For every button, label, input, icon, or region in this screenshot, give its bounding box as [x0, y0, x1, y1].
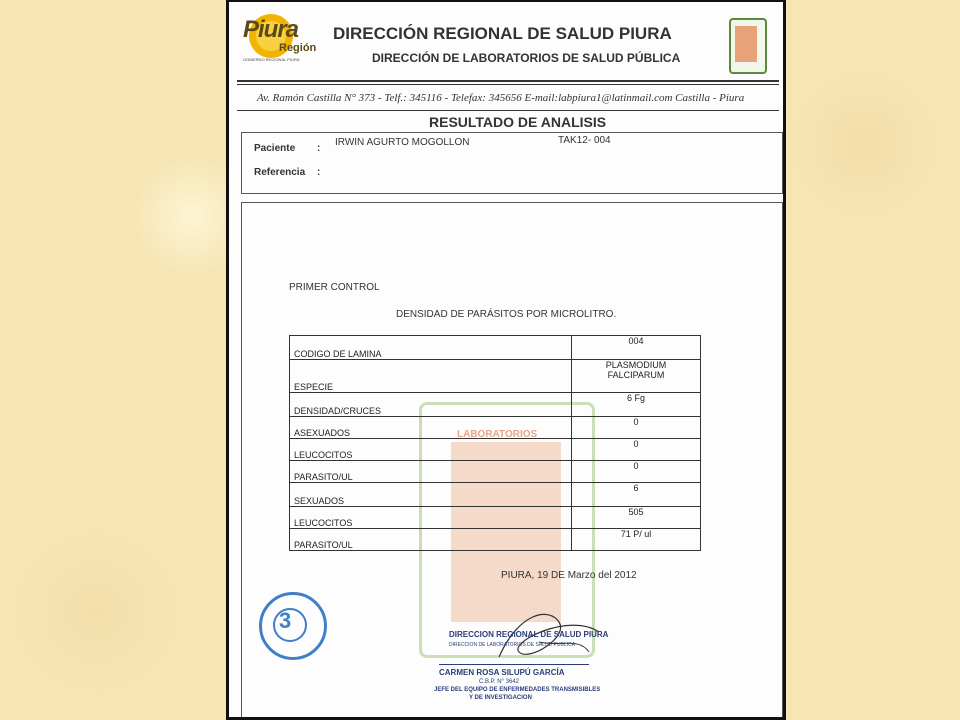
row-label: SEXUADOS: [290, 483, 572, 507]
signer-role: JEFE DEL EQUIPO DE ENFERMEDADES TRANSMISIBLES: [434, 687, 601, 693]
header-rule-top: [237, 80, 779, 82]
primer-control-label: PRIMER CONTROL: [289, 282, 380, 293]
row-value: 6: [572, 483, 701, 507]
row-value-line2: FALCIPARUM: [607, 370, 665, 380]
signer-cbp: C.B.P. N° 3642: [479, 679, 519, 685]
row-value: 0: [572, 417, 701, 439]
watermark-text: LABORATORIOS: [457, 429, 538, 440]
stamp-line2: DIRECCION DE LABORATORIOS DE SALUD PUBLICA: [449, 642, 575, 648]
logo-piura-text: Piura: [243, 16, 299, 43]
logo-region-text: Región: [279, 42, 317, 54]
address-rule: [237, 110, 779, 111]
row-value: 0: [572, 439, 701, 461]
density-title: DENSIDAD DE PARÁSITOS POR MICROLITRO.: [396, 309, 617, 320]
row-value: 6 Fg: [572, 393, 701, 417]
patient-code: TAK12- 004: [558, 135, 611, 146]
header-subtitle: DIRECCIÓN DE LABORATORIOS DE SALUD PÚBLICA: [372, 51, 681, 65]
row-value: 0: [572, 461, 701, 483]
row-label: ASEXUADOS: [290, 417, 572, 439]
patient-colon: :: [317, 143, 321, 154]
stamp-line1: DIRECCION REGIONAL DE SALUD PIURA: [449, 630, 609, 639]
row-label: ESPECIE: [290, 360, 572, 393]
seal-number: 3: [279, 608, 292, 633]
header-address: Av. Ramón Castilla N° 373 - Telf.: 345116 - Telefax: 345656 E-mail:labpiura1@latinmail.com Castilla - Piura: [257, 92, 745, 104]
row-value: 71 P/ ul: [572, 529, 701, 551]
signer-name: CARMEN ROSA SILUPÚ GARCÍA: [439, 668, 565, 677]
signature-line: [439, 664, 589, 665]
table-row: [290, 417, 701, 439]
table-row: [290, 393, 701, 417]
table-row: [290, 483, 701, 507]
patient-info-box: [241, 132, 783, 194]
report-date: PIURA, 19 DE Marzo del 2012: [501, 570, 637, 581]
row-label: PARASITO/UL: [290, 529, 572, 551]
row-value-line1: PLASMODIUM: [605, 360, 667, 370]
signer-role2: Y DE INVESTIGACION: [469, 695, 532, 701]
table-row: [290, 336, 701, 360]
row-label: LEUCOCITOS: [290, 507, 572, 529]
reference-label: Referencia: [254, 167, 306, 178]
laboratory-logo-inner: [735, 26, 757, 62]
patient-label: Paciente: [254, 143, 296, 154]
results-table: [289, 335, 701, 551]
row-value: 505: [572, 507, 701, 529]
row-value: 004: [572, 336, 701, 360]
table-row: [290, 360, 701, 393]
row-label: CODIGO DE LAMINA: [290, 336, 572, 360]
header-title: DIRECCIÓN REGIONAL DE SALUD PIURA: [333, 24, 672, 43]
patient-name: IRWIN AGURTO MOGOLLON: [335, 137, 470, 148]
laboratory-logo-icon: [729, 18, 767, 74]
reference-colon: :: [317, 167, 321, 178]
row-label: PARASITO/UL: [290, 461, 572, 483]
result-title: RESULTADO DE ANALISIS: [429, 114, 607, 130]
table-row: [290, 529, 701, 551]
header-rule-bottom: [237, 84, 779, 85]
row-label: DENSIDAD/CRUCES: [290, 393, 572, 417]
lab-report-document: [226, 0, 786, 720]
table-row: [290, 461, 701, 483]
logo-subtitle: GOBIERNO REGIONAL PIURA: [243, 57, 300, 62]
table-row: [290, 507, 701, 529]
row-label: LEUCOCITOS: [290, 439, 572, 461]
table-row: [290, 439, 701, 461]
row-value: [572, 360, 701, 393]
